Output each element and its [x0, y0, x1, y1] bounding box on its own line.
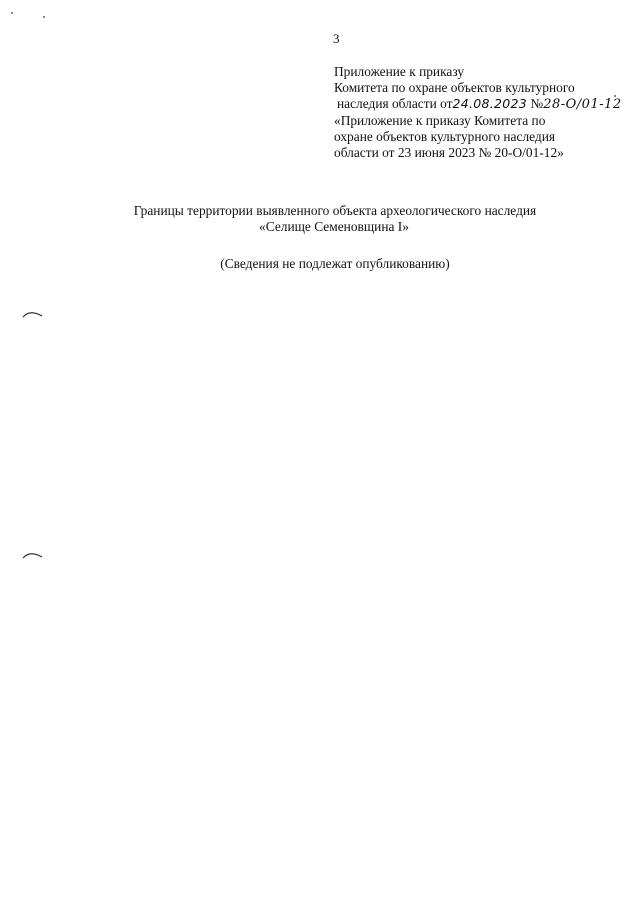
appendix-line-2: Комитета по охране объектов культурного	[334, 80, 575, 95]
appendix-line-3-prefix: наследия области	[337, 96, 437, 111]
appendix-line-3-number-sign: №	[530, 96, 544, 111]
appendix-line-3	[334, 96, 634, 113]
appendix-line-4: «Приложение к приказу Комитета по	[334, 113, 546, 128]
scan-speck	[11, 12, 13, 14]
appendix-line-6: области от 23 июня 2023 № 20-О/01-12»	[334, 145, 564, 160]
handwritten-date: 24.08.2023	[452, 96, 528, 111]
handwritten-order-number: 28-О/01-12	[543, 97, 622, 112]
appendix-header	[334, 64, 634, 161]
scan-speck	[43, 16, 45, 18]
title-line-2: «Селище Семеновщина I»	[259, 219, 409, 234]
page-number: 3	[333, 31, 340, 46]
title-line-1: Границы территории выявленного объекта археологического наследия	[133, 203, 537, 218]
confidentiality-note: (Сведения не подлежат опубликованию)	[220, 256, 450, 271]
appendix-line-1: Приложение к приказу	[334, 64, 465, 79]
hole-punch-mark-bottom	[22, 549, 44, 561]
appendix-line-5: охране объектов культурного наследия	[334, 129, 556, 144]
scan-speck	[614, 95, 616, 97]
appendix-line-3-from: от	[440, 96, 453, 111]
hole-punch-mark-top	[22, 308, 44, 320]
document-title	[0, 203, 640, 235]
